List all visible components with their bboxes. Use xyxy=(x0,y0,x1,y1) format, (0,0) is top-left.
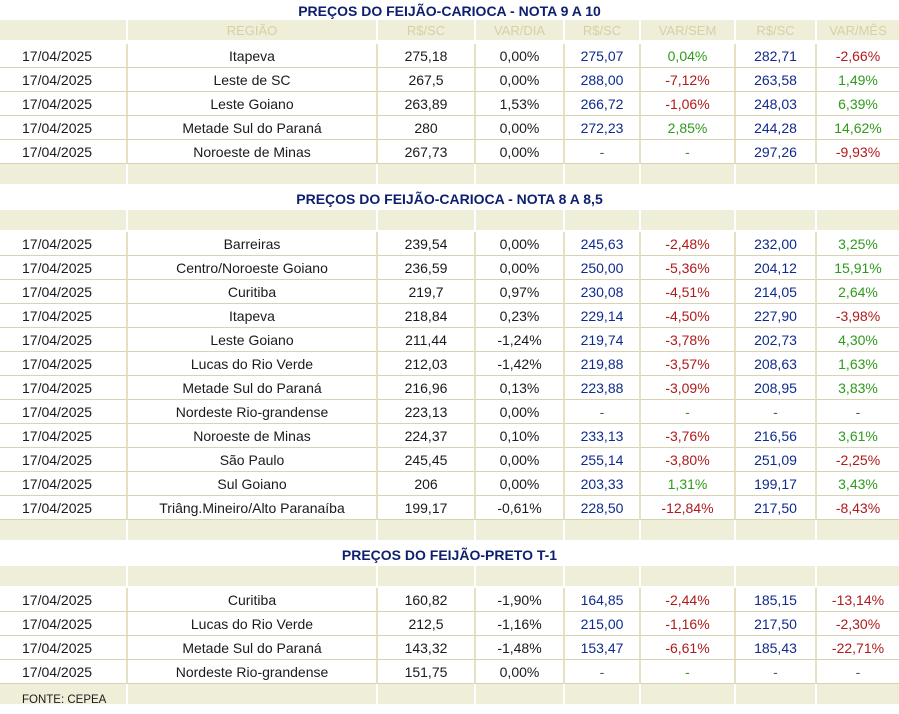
column-header: VAR/SEM xyxy=(639,20,734,40)
column-header: REGIÃO xyxy=(126,20,376,40)
table-row xyxy=(0,92,899,116)
region-cell: Itapeva xyxy=(126,44,376,68)
date-cell: 17/04/2025 xyxy=(0,352,126,376)
table-row xyxy=(0,116,899,140)
var-month-cell: 3,25% xyxy=(815,232,899,256)
region-cell: Lucas do Rio Verde xyxy=(126,612,376,636)
table-row xyxy=(0,376,899,400)
price-day-cell: 199,17 xyxy=(376,496,474,520)
price-month-cell: - xyxy=(734,660,815,684)
price-week-cell: 245,63 xyxy=(563,232,639,256)
table-row xyxy=(0,424,899,448)
price-month-cell: 202,73 xyxy=(734,328,815,352)
price-week-cell: 203,33 xyxy=(563,472,639,496)
price-day-cell: 275,18 xyxy=(376,44,474,68)
region-cell: Triâng.Mineiro/Alto Paranaíba xyxy=(126,496,376,520)
var-week-cell: -4,50% xyxy=(639,304,734,328)
price-day-cell: 236,59 xyxy=(376,256,474,280)
var-week-cell: -4,51% xyxy=(639,280,734,304)
price-week-cell: 219,88 xyxy=(563,352,639,376)
table-row xyxy=(0,68,899,92)
var-week-cell: -1,16% xyxy=(639,612,734,636)
var-week-cell: -12,84% xyxy=(639,496,734,520)
table-row xyxy=(0,612,899,636)
var-week-cell: -3,09% xyxy=(639,376,734,400)
price-day-cell: 206 xyxy=(376,472,474,496)
var-week-cell: -3,78% xyxy=(639,328,734,352)
var-day-cell: 1,53% xyxy=(474,92,563,116)
section-title: PREÇOS DO FEIJÃO-PRETO T-1 xyxy=(341,547,558,563)
price-day-cell: 280 xyxy=(376,116,474,140)
price-week-cell: 233,13 xyxy=(563,424,639,448)
date-cell: 17/04/2025 xyxy=(0,400,126,424)
var-week-cell: -1,06% xyxy=(639,92,734,116)
date-cell: 17/04/2025 xyxy=(0,116,126,140)
region-cell: Barreiras xyxy=(126,232,376,256)
var-month-cell: - xyxy=(815,400,899,424)
region-cell: São Paulo xyxy=(126,448,376,472)
var-day-cell: 0,97% xyxy=(474,280,563,304)
column-header: R$/SC xyxy=(376,20,474,40)
var-week-cell: 2,85% xyxy=(639,116,734,140)
price-week-cell: 255,14 xyxy=(563,448,639,472)
var-week-cell: -2,48% xyxy=(639,232,734,256)
price-week-cell: 288,00 xyxy=(563,68,639,92)
region-cell: Metade Sul do Paraná xyxy=(126,116,376,140)
section-band xyxy=(0,210,899,230)
var-month-cell: -22,71% xyxy=(815,636,899,660)
price-month-cell: 297,26 xyxy=(734,140,815,164)
region-cell: Leste Goiano xyxy=(126,328,376,352)
price-day-cell: 267,5 xyxy=(376,68,474,92)
price-day-cell: 263,89 xyxy=(376,92,474,116)
var-day-cell: 0,23% xyxy=(474,304,563,328)
price-day-cell: 245,45 xyxy=(376,448,474,472)
region-cell: Metade Sul do Paraná xyxy=(126,376,376,400)
var-day-cell: 0,00% xyxy=(474,400,563,424)
var-month-cell: 3,43% xyxy=(815,472,899,496)
var-week-cell: - xyxy=(639,140,734,164)
table-row xyxy=(0,448,899,472)
date-cell: 17/04/2025 xyxy=(0,472,126,496)
var-day-cell: 0,00% xyxy=(474,472,563,496)
var-week-cell: - xyxy=(639,400,734,424)
var-day-cell: 0,00% xyxy=(474,140,563,164)
var-day-cell: 0,00% xyxy=(474,116,563,140)
var-day-cell: 0,00% xyxy=(474,660,563,684)
region-cell: Lucas do Rio Verde xyxy=(126,352,376,376)
price-week-cell: - xyxy=(563,660,639,684)
table-row xyxy=(0,328,899,352)
region-cell: Curitiba xyxy=(126,588,376,612)
price-month-cell: 263,58 xyxy=(734,68,815,92)
price-month-cell: 251,09 xyxy=(734,448,815,472)
var-day-cell: 0,00% xyxy=(474,44,563,68)
price-month-cell: 208,63 xyxy=(734,352,815,376)
price-week-cell: 228,50 xyxy=(563,496,639,520)
var-month-cell: -13,14% xyxy=(815,588,899,612)
region-cell: Leste Goiano xyxy=(126,92,376,116)
price-month-cell: 217,50 xyxy=(734,496,815,520)
price-week-cell: 272,23 xyxy=(563,116,639,140)
var-month-cell: -2,30% xyxy=(815,612,899,636)
table-row xyxy=(0,256,899,280)
section-footer-band xyxy=(0,164,899,184)
var-week-cell: -5,36% xyxy=(639,256,734,280)
var-day-cell: -1,16% xyxy=(474,612,563,636)
column-header: R$/SC xyxy=(563,20,639,40)
var-week-cell: -3,80% xyxy=(639,448,734,472)
var-day-cell: 0,00% xyxy=(474,232,563,256)
var-day-cell: -1,90% xyxy=(474,588,563,612)
price-month-cell: 199,17 xyxy=(734,472,815,496)
price-week-cell: 230,08 xyxy=(563,280,639,304)
var-week-cell: -3,57% xyxy=(639,352,734,376)
price-day-cell: 212,03 xyxy=(376,352,474,376)
price-month-cell: 185,15 xyxy=(734,588,815,612)
var-day-cell: -1,24% xyxy=(474,328,563,352)
section-title: PREÇOS DO FEIJÃO-CARIOCA - NOTA 9 A 10 xyxy=(298,3,601,19)
var-week-cell: 0,04% xyxy=(639,44,734,68)
var-month-cell: - xyxy=(815,660,899,684)
table-row xyxy=(0,496,899,520)
column-header: VAR/MÊS xyxy=(815,20,899,40)
region-cell: Nordeste Rio-grandense xyxy=(126,400,376,424)
date-cell: 17/04/2025 xyxy=(0,44,126,68)
price-week-cell: 219,74 xyxy=(563,328,639,352)
table-row xyxy=(0,660,899,684)
date-cell: 17/04/2025 xyxy=(0,256,126,280)
var-month-cell: -3,98% xyxy=(815,304,899,328)
price-month-cell: 185,43 xyxy=(734,636,815,660)
var-month-cell: -9,93% xyxy=(815,140,899,164)
price-day-cell: 143,32 xyxy=(376,636,474,660)
var-month-cell: -8,43% xyxy=(815,496,899,520)
date-cell: 17/04/2025 xyxy=(0,636,126,660)
var-week-cell: -6,61% xyxy=(639,636,734,660)
price-day-cell: 211,44 xyxy=(376,328,474,352)
price-week-cell: 266,72 xyxy=(563,92,639,116)
table-row xyxy=(0,280,899,304)
var-month-cell: 6,39% xyxy=(815,92,899,116)
price-week-cell: 229,14 xyxy=(563,304,639,328)
price-week-cell: - xyxy=(563,140,639,164)
var-day-cell: 0,00% xyxy=(474,448,563,472)
price-day-cell: 219,7 xyxy=(376,280,474,304)
price-month-cell: 216,56 xyxy=(734,424,815,448)
price-day-cell: 224,37 xyxy=(376,424,474,448)
region-cell: Sul Goiano xyxy=(126,472,376,496)
var-month-cell: -2,66% xyxy=(815,44,899,68)
date-cell: 17/04/2025 xyxy=(0,140,126,164)
date-cell: 17/04/2025 xyxy=(0,68,126,92)
var-month-cell: -2,25% xyxy=(815,448,899,472)
region-cell: Noroeste de Minas xyxy=(126,140,376,164)
section-band xyxy=(0,566,899,586)
table-row xyxy=(0,352,899,376)
var-week-cell: -3,76% xyxy=(639,424,734,448)
price-month-cell: 204,12 xyxy=(734,256,815,280)
table-row xyxy=(0,636,899,660)
region-cell: Centro/Noroeste Goiano xyxy=(126,256,376,280)
date-cell: 17/04/2025 xyxy=(0,376,126,400)
table-row xyxy=(0,588,899,612)
var-week-cell: -2,44% xyxy=(639,588,734,612)
var-month-cell: 3,83% xyxy=(815,376,899,400)
section-title: PREÇOS DO FEIJÃO-CARIOCA - NOTA 8 A 8,5 xyxy=(296,191,603,207)
date-cell: 17/04/2025 xyxy=(0,280,126,304)
var-week-cell: -7,12% xyxy=(639,68,734,92)
var-day-cell: 0,13% xyxy=(474,376,563,400)
column-header: VAR/DIA xyxy=(474,20,563,40)
price-month-cell: 208,95 xyxy=(734,376,815,400)
date-cell: 17/04/2025 xyxy=(0,424,126,448)
price-day-cell: 216,96 xyxy=(376,376,474,400)
price-month-cell: 227,90 xyxy=(734,304,815,328)
price-day-cell: 212,5 xyxy=(376,612,474,636)
price-month-cell: - xyxy=(734,400,815,424)
table-row xyxy=(0,44,899,68)
price-day-cell: 223,13 xyxy=(376,400,474,424)
table-row xyxy=(0,304,899,328)
table-row xyxy=(0,140,899,164)
region-cell: Itapeva xyxy=(126,304,376,328)
price-month-cell: 217,50 xyxy=(734,612,815,636)
price-week-cell: 250,00 xyxy=(563,256,639,280)
price-week-cell: 215,00 xyxy=(563,612,639,636)
column-header-row xyxy=(0,20,899,40)
date-cell: 17/04/2025 xyxy=(0,588,126,612)
var-month-cell: 4,30% xyxy=(815,328,899,352)
var-day-cell: -1,48% xyxy=(474,636,563,660)
var-day-cell: 0,10% xyxy=(474,424,563,448)
section-footer-band xyxy=(0,684,899,704)
region-cell: Noroeste de Minas xyxy=(126,424,376,448)
region-cell: Nordeste Rio-grandense xyxy=(126,660,376,684)
region-cell: Metade Sul do Paraná xyxy=(126,636,376,660)
date-cell: 17/04/2025 xyxy=(0,448,126,472)
date-cell: 17/04/2025 xyxy=(0,612,126,636)
table-row xyxy=(0,400,899,424)
date-cell: 17/04/2025 xyxy=(0,496,126,520)
price-day-cell: 267,73 xyxy=(376,140,474,164)
table-row xyxy=(0,232,899,256)
price-week-cell: 153,47 xyxy=(563,636,639,660)
price-day-cell: 160,82 xyxy=(376,588,474,612)
region-cell: Leste de SC xyxy=(126,68,376,92)
table-row xyxy=(0,472,899,496)
source-note: FONTE: CEPEA xyxy=(22,694,107,706)
var-month-cell: 3,61% xyxy=(815,424,899,448)
price-month-cell: 232,00 xyxy=(734,232,815,256)
column-header: R$/SC xyxy=(734,20,815,40)
var-day-cell: -0,61% xyxy=(474,496,563,520)
price-day-cell: 239,54 xyxy=(376,232,474,256)
var-day-cell: 0,00% xyxy=(474,256,563,280)
price-day-cell: 218,84 xyxy=(376,304,474,328)
price-week-cell: 223,88 xyxy=(563,376,639,400)
price-week-cell: 275,07 xyxy=(563,44,639,68)
date-cell: 17/04/2025 xyxy=(0,92,126,116)
var-month-cell: 2,64% xyxy=(815,280,899,304)
var-month-cell: 14,62% xyxy=(815,116,899,140)
price-week-cell: 164,85 xyxy=(563,588,639,612)
var-day-cell: -1,42% xyxy=(474,352,563,376)
var-month-cell: 1,49% xyxy=(815,68,899,92)
date-cell: 17/04/2025 xyxy=(0,232,126,256)
section-footer-band xyxy=(0,520,899,540)
price-month-cell: 244,28 xyxy=(734,116,815,140)
var-week-cell: - xyxy=(639,660,734,684)
date-cell: 17/04/2025 xyxy=(0,660,126,684)
date-cell: 17/04/2025 xyxy=(0,328,126,352)
var-month-cell: 15,91% xyxy=(815,256,899,280)
price-month-cell: 248,03 xyxy=(734,92,815,116)
date-cell: 17/04/2025 xyxy=(0,304,126,328)
price-month-cell: 214,05 xyxy=(734,280,815,304)
price-week-cell: - xyxy=(563,400,639,424)
var-week-cell: 1,31% xyxy=(639,472,734,496)
var-month-cell: 1,63% xyxy=(815,352,899,376)
var-day-cell: 0,00% xyxy=(474,68,563,92)
region-cell: Curitiba xyxy=(126,280,376,304)
price-month-cell: 282,71 xyxy=(734,44,815,68)
price-day-cell: 151,75 xyxy=(376,660,474,684)
